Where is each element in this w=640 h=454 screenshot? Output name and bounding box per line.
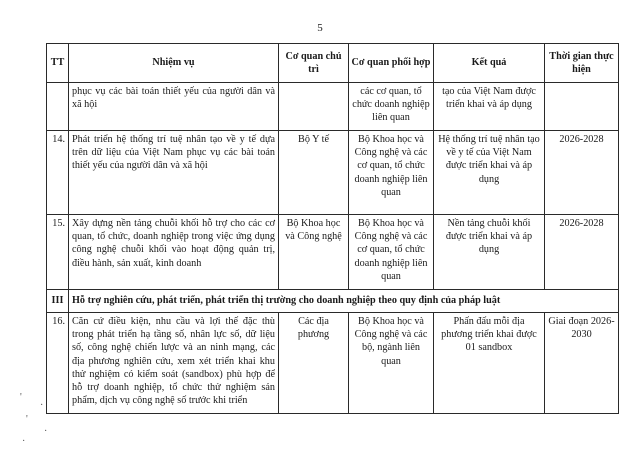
cell-task: phục vụ các bài toán thiết yếu của người dân và xã hội	[69, 83, 279, 131]
cell-lead-agency: Các địa phương	[279, 313, 349, 414]
header-time: Thời gian thực hiện	[545, 44, 619, 83]
header-result: Kết quả	[434, 44, 545, 83]
cell-result: Nền tảng chuỗi khối được triển khai và áp dụng	[434, 215, 545, 290]
cell-lead-agency: Bộ Khoa học và Công nghệ	[279, 215, 349, 290]
cell-tt: 14.	[47, 131, 69, 215]
cell-coordinating-agency: Bộ Khoa học và Công nghệ và các cơ quan, tổ chức doanh nghiệp liên quan	[349, 131, 434, 215]
cell-task: Phát triển hệ thống trí tuệ nhân tạo về y tế dựa trên dữ liệu của Việt Nam phục vụ các bài toán thiết yếu của người dân và xã hội	[69, 131, 279, 215]
section-number: III	[47, 290, 69, 313]
table-row	[47, 215, 619, 290]
task-table	[46, 43, 619, 414]
section-title: Hỗ trợ nghiên cứu, phát triển, phát triển thị trường cho doanh nghiệp theo quy định của pháp luật	[69, 290, 619, 313]
header-task: Nhiệm vụ	[69, 44, 279, 83]
cell-result: Hệ thống trí tuệ nhân tạo về y tế của Việt Nam được triển khai và áp dụng	[434, 131, 545, 215]
cell-lead-agency: Bộ Y tế	[279, 131, 349, 215]
table-row	[47, 83, 619, 131]
cell-result: tạo của Việt Nam được triển khai và áp dụng	[434, 83, 545, 131]
table-row	[47, 131, 619, 215]
cell-result: Phấn đấu mỗi địa phương triển khai được 01 sandbox	[434, 313, 545, 414]
cell-coordinating-agency: Bộ Khoa học và Công nghệ và các cơ quan, tổ chức doanh nghiệp liên quan	[349, 215, 434, 290]
cell-task: Xây dựng nền tảng chuỗi khối hỗ trợ cho các cơ quan, tổ chức, doanh nghiệp trong việc ứng dụng công nghệ chuỗi khối vào hoạt động quản trị, điều hành, sản xuất, kinh doanh	[69, 215, 279, 290]
page-number: 5	[317, 22, 323, 34]
header-coordinating-agency: Cơ quan phối hợp	[349, 44, 434, 83]
cell-time: Giai đoạn 2026-2030	[545, 313, 619, 414]
cell-tt: 15.	[47, 215, 69, 290]
header-lead-agency: Cơ quan chủ trì	[279, 44, 349, 83]
cell-time	[545, 83, 619, 131]
cell-task: Căn cứ điều kiện, nhu cầu và lợi thế đặc thù trong phát triển hạ tầng số, nhân lực số, dữ liệu số, công nghệ chiến lược và an ninh mạng, các địa phương nghiên cứu, xem xét triển khai khu thử nghiệm có kiểm soát (sandbox) phù hợp để hỗ trợ doanh nghiệp, tổ chức thử nghiệm sản phẩm, dịch vụ công nghệ số trước khi triển	[69, 313, 279, 414]
cell-tt: 16.	[47, 313, 69, 414]
header-tt: TT	[47, 44, 69, 83]
cell-tt	[47, 83, 69, 131]
table-header-row	[47, 44, 619, 83]
cell-time: 2026-2028	[545, 215, 619, 290]
table-row	[47, 313, 619, 414]
cell-coordinating-agency: các cơ quan, tổ chức doanh nghiệp liên quan	[349, 83, 434, 131]
scan-noise-marks: ' · ' · ·	[20, 392, 48, 447]
cell-lead-agency	[279, 83, 349, 131]
cell-time: 2026-2028	[545, 131, 619, 215]
cell-coordinating-agency: Bộ Khoa học và Công nghệ và các bộ, ngành liên quan	[349, 313, 434, 414]
section-row	[47, 290, 619, 313]
